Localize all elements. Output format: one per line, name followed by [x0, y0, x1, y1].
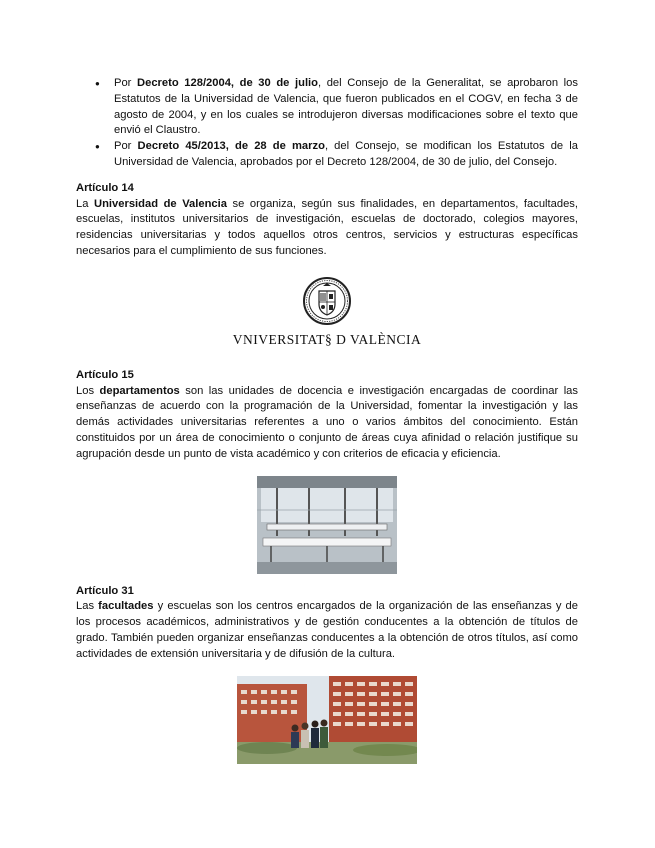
- article-14-heading: Artículo 14: [76, 181, 134, 194]
- university-seal-icon: [302, 276, 352, 326]
- laboratory-photo: [257, 476, 397, 574]
- list-item: ● Por Decreto 45/2013, de 28 de marzo, del Consejo, se modifican los Estatutos de la Universidad de Valencia, aprobados por el Decreto 128/2004, de 30 de julio, del Consejo.: [114, 139, 578, 171]
- document-page: [76, 76, 578, 764]
- article-15-heading: Artículo 15: [76, 368, 134, 381]
- university-logo: [76, 276, 578, 354]
- campus-photo: [237, 676, 417, 764]
- university-wordmark: VNIVERSITAT§ D VALÈNCIA: [232, 331, 422, 347]
- article-14-body: La Universidad de Valencia se organiza, según sus finalidades, en departamentos, facultades, escuelas, institutos universitarios de investigación, escuelas de doctorado, colegios mayores, residencias universitarias y todos aquellos otros centros, servicios y estructuras específicas necesarios para el cumplimiento de sus funciones.: [76, 197, 579, 257]
- decree-reference: Decreto 45/2013, de 28 de marzo: [137, 140, 325, 153]
- list-item: ● Por Decreto 128/2004, de 30 de julio, del Consejo de la Generalitat, se aprobaron los Estatutos de la Universidad de Valencia, que fueron publicados en el COGV, en fecha 3 de agosto de 2004, y en los cuales se introdujeron diversas modificaciones sobre el texto que envió el Claustro.: [114, 76, 578, 139]
- decree-list: [76, 76, 578, 171]
- article-31-body: Las facultades y escuelas son los centros encargados de la organización de las enseñanzas y de los procesos académicos, administrativos y de gestión conducentes a la obtención de títulos de grado. También pueden organizar enseñanzas conducentes a la obtención de otros títulos, así como actividades de extensión universitaria y de difusión de la cultura.: [76, 600, 578, 660]
- article-15-body: Los departamentos son las unidades de docencia e investigación encargadas de coordinar las enseñanzas de acuerdo con la programación de la Universidad, fomentar la investigación y las demás actividades universitarias referentes a uno o varios ámbitos del conocimiento. Están constituidos por un área de conocimiento o conjunto de áreas cuya afinidad o relación justifique su agrupación desde un punto de vista académico y con criterios de eficacia y eficiencia.: [76, 384, 578, 460]
- decree-reference: Decreto 128/2004, de 30 de julio: [137, 77, 318, 89]
- article-31-heading: Artículo 31: [76, 584, 134, 597]
